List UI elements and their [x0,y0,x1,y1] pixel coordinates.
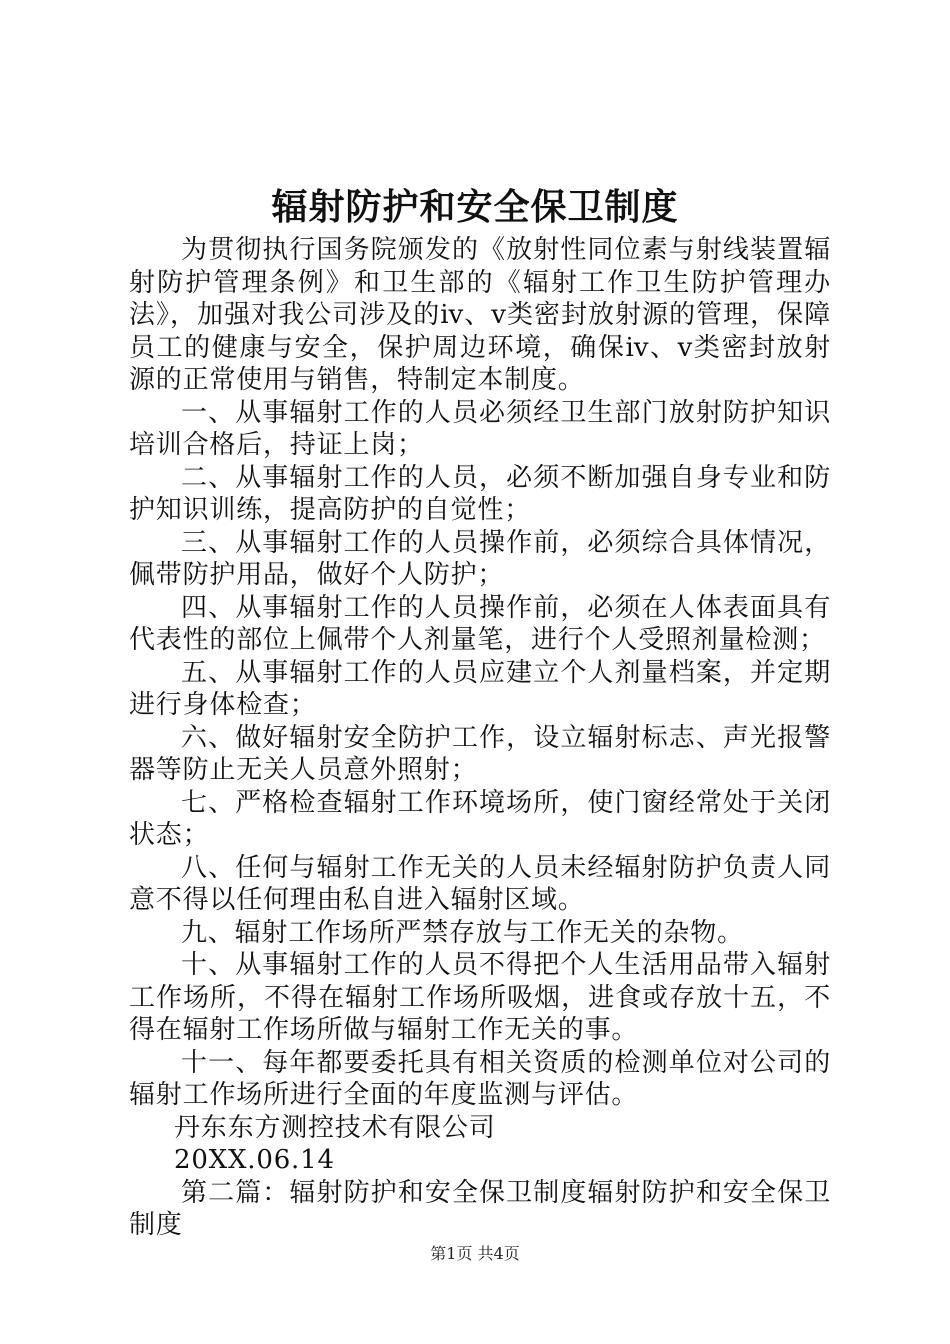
company-signature: 丹东东方测控技术有限公司 [174,1112,496,1143]
paragraph-item-9: 九、辐射工作场所严禁存放与工作无关的杂物。 [181,917,744,948]
paragraph-item-4: 四、从事辐射工作的人员操作前，必须在人体表面具有代表性的部位上佩带个人剂量笔，进行个人受照剂量检测； [129,592,831,655]
paragraph-item-8: 八、任何与辐射工作无关的人员未经辐射防护负责人同意不得以任何理由私自进入辐射区域。 [129,852,831,915]
paragraph-item-10: 十、从事辐射工作的人员不得把个人生活用品带入辐射工作场所，不得在辐射工作场所吸烟，进食或存放十五，不得在辐射工作场所做与辐射工作无关的事。 [129,950,831,1045]
paragraph-item-3: 三、从事辐射工作的人员操作前，必须综合具体情况，佩带防护用品，做好个人防护； [129,527,831,590]
document-date: 20XX.06.14 [174,1145,335,1175]
paragraph-item-1: 一、从事辐射工作的人员必须经卫生部门放射防护知识培训合格后，持证上岗； [129,397,831,460]
paragraph-item-11: 十一、每年都要委托具有相关资质的检测单位对公司的辐射工作场所进行全面的年度监测与评估。 [129,1047,831,1110]
paragraph-item-6: 六、做好辐射安全防护工作，设立辐射标志、声光报警器等防止无关人员意外照射； [129,722,831,785]
paragraph-intro: 为贯彻执行国务院颁发的《放射性同位素与射线装置辐射防护管理条例》和卫生部的《辐射工作卫生防护管理办法》，加强对我公司涉及的ⅳ、ⅴ类密封放射源的管理，保障员工的健康与安全，保护周边环境，确保ⅳ、ⅴ类密封放射源的正常使用与销售，特制定本制度。 [129,235,831,395]
page-footer: 第1页 共4页 [430,1244,520,1263]
paragraph-item-2: 二、从事辐射工作的人员，必须不断加强自身专业和防护知识训练，提高防护的自觉性； [129,462,831,525]
paragraph-item-7: 七、严格检查辐射工作环境场所，使门窗经常处于关闭状态； [129,787,831,850]
paragraph-item-5: 五、从事辐射工作的人员应建立个人剂量档案，并定期进行身体检查； [129,657,831,720]
next-section-heading: 第二篇：辐射防护和安全保卫制度辐射防护和安全保卫制度 [129,1177,831,1240]
document-body [129,234,831,1242]
document-title: 辐射防护和安全保卫制度 [271,186,679,228]
